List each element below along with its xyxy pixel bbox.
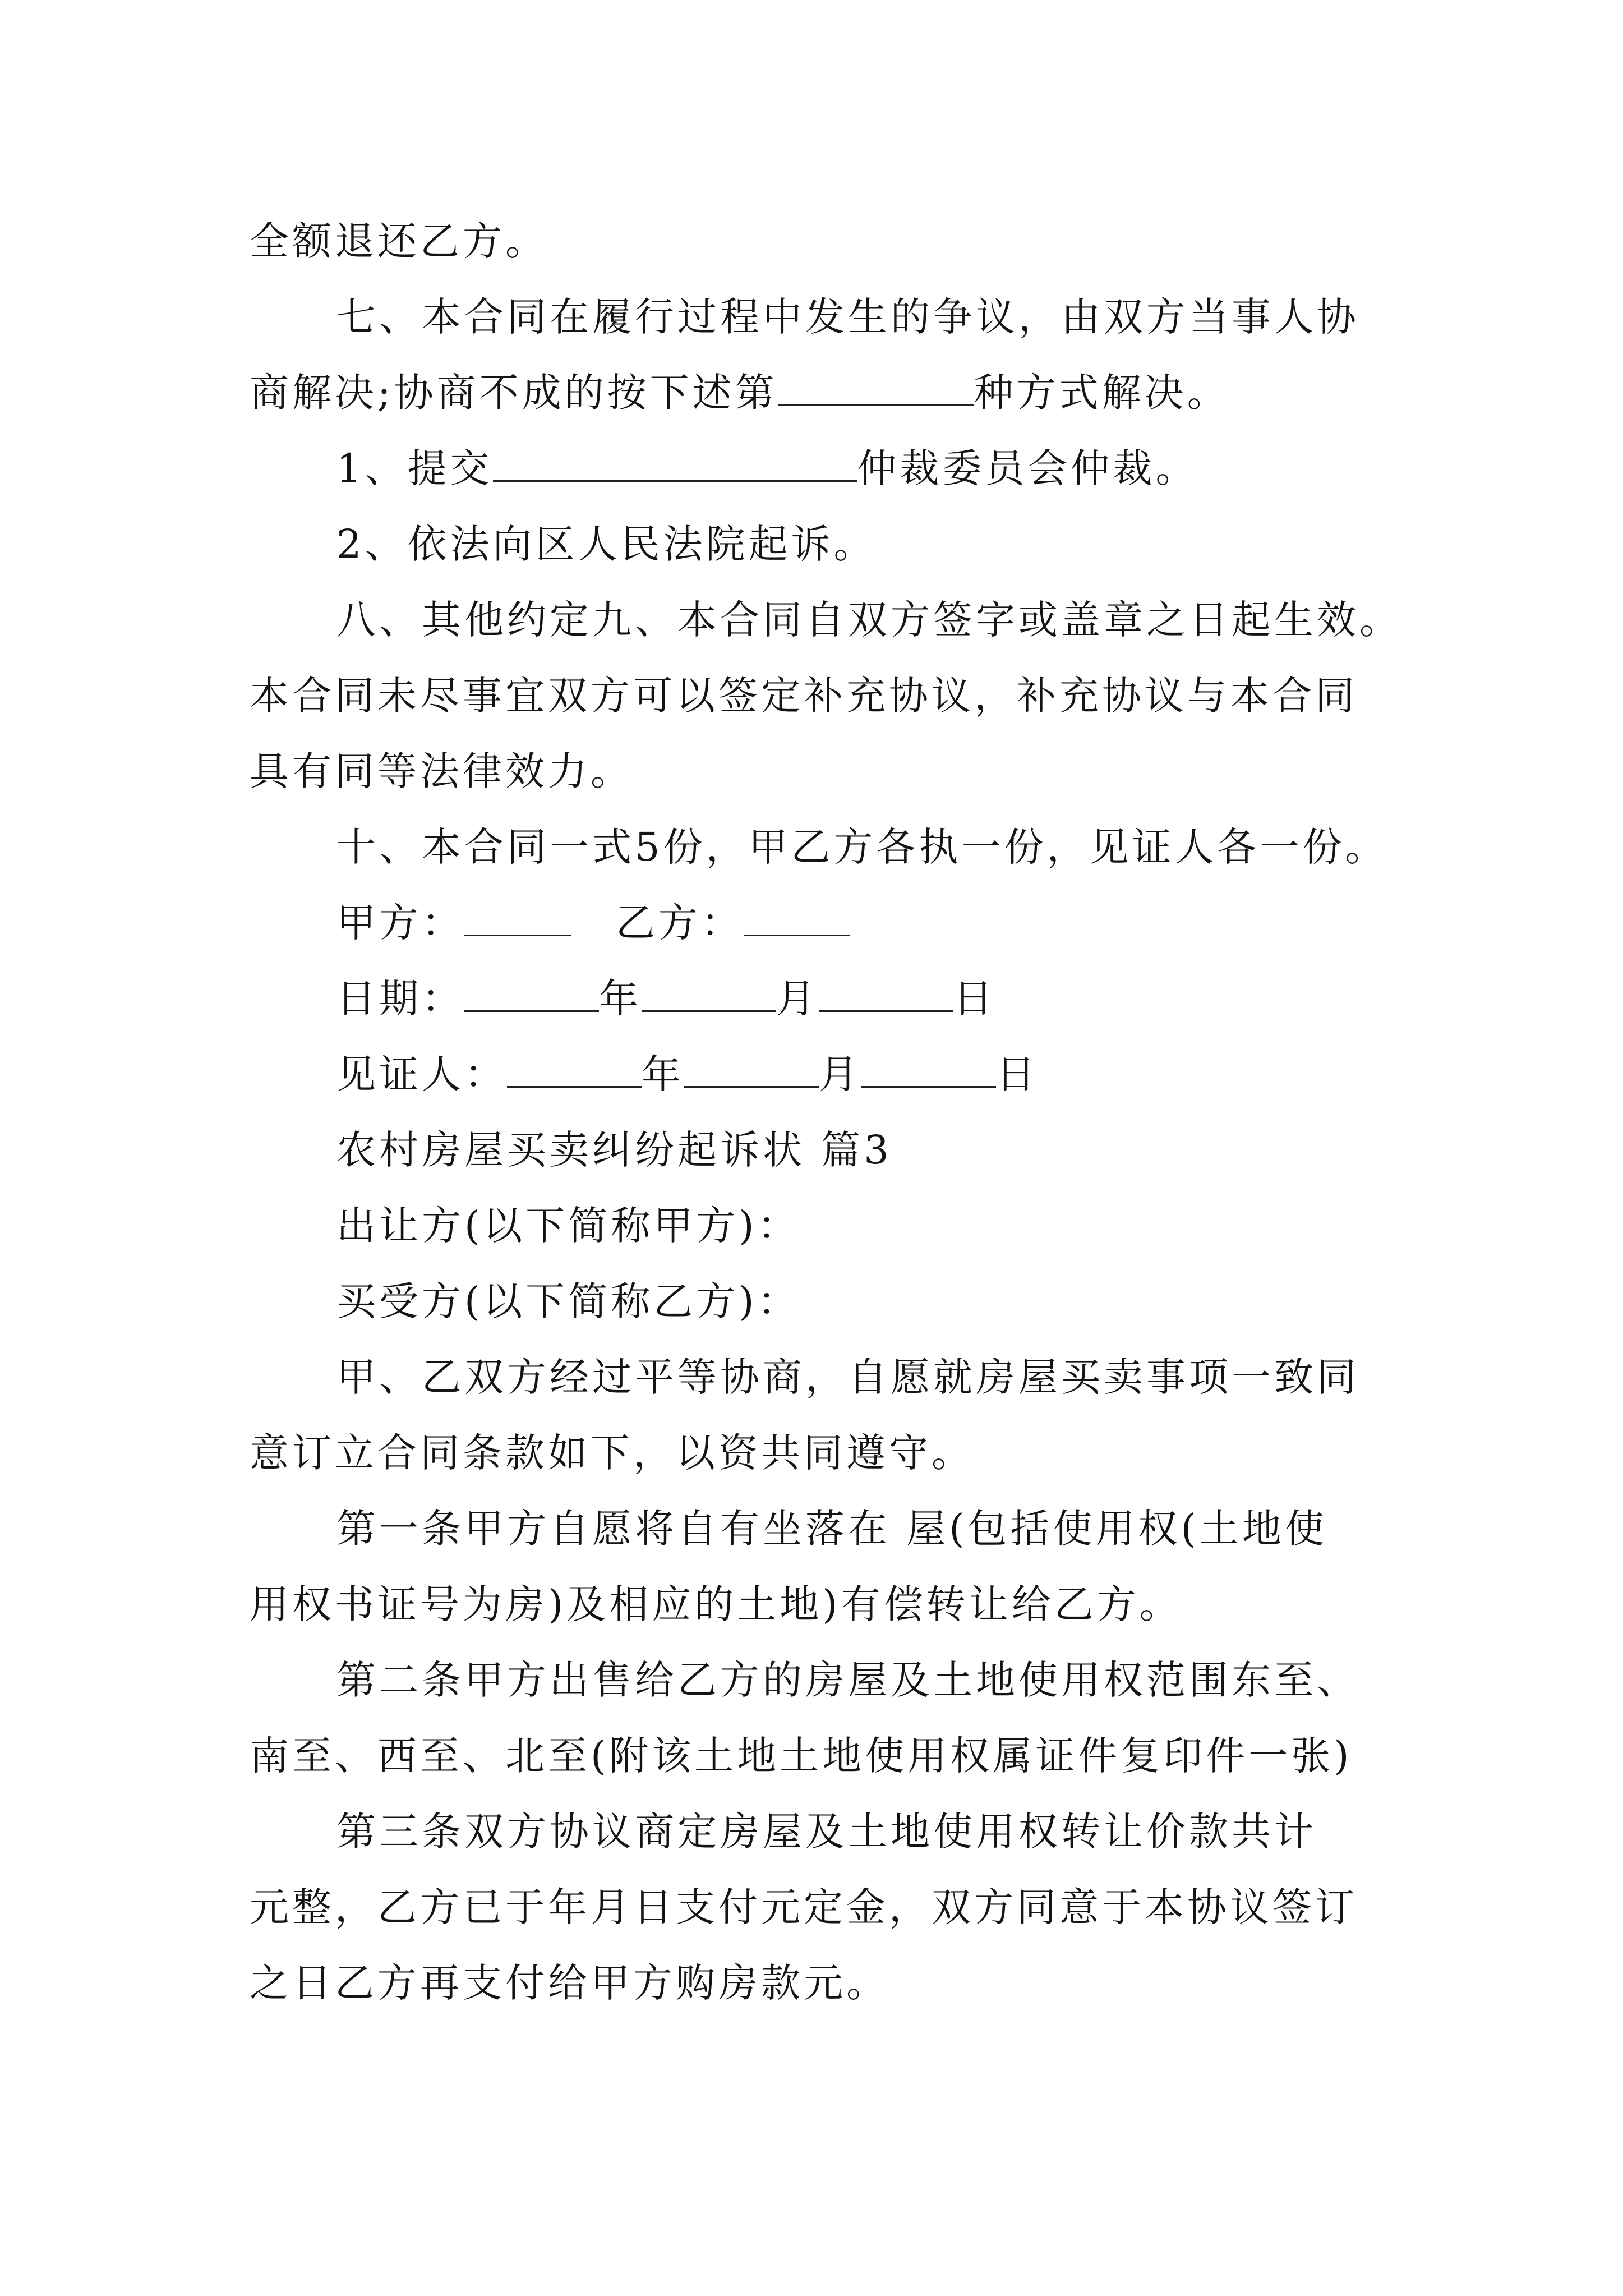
fill-in-blank — [778, 372, 974, 406]
text-line — [336, 1658, 1481, 1703]
text: 甲、乙双方经过平等协商，自愿就房屋买卖事项一致同 — [336, 1354, 1359, 1400]
text-line — [336, 825, 1481, 869]
text-line — [336, 295, 1481, 339]
text-line — [336, 446, 1481, 491]
text-line — [336, 1355, 1481, 1400]
fill-in-blank — [464, 902, 571, 936]
text: 商解决;协商不成的按下述第 — [250, 370, 778, 416]
text-line — [250, 1885, 1394, 1930]
fill-in-blank — [861, 1053, 996, 1088]
signature-line-parties — [336, 900, 1481, 945]
text: 本合同未尽事宜双方可以签定补充协议，补充协议与本合同 — [250, 673, 1358, 719]
text: 第二条甲方出售给乙方的房屋及土地使用权范围东至、 — [336, 1657, 1359, 1703]
fill-in-blank — [684, 1053, 819, 1088]
fill-in-blank — [464, 978, 599, 1012]
day-label: 日 — [996, 1051, 1039, 1097]
text: 第一条甲方自愿将自有坐落在 屋(包括使用权(土地使 — [336, 1506, 1327, 1552]
text: 南至、西至、北至(附该土地土地使用权属证件复印件一张) — [250, 1733, 1353, 1779]
fill-in-blank — [819, 978, 953, 1012]
text-line — [250, 1582, 1394, 1627]
text: 元整，乙方已于年月日支付元定金，双方同意于本协议签订 — [250, 1884, 1358, 1930]
text: 买受方(以下简称乙方)： — [336, 1278, 800, 1324]
text: 七、本合同在履行过程中发生的争议，由双方当事人协 — [336, 294, 1359, 340]
text: 1、提交 — [336, 445, 493, 491]
text-line — [336, 1279, 1481, 1324]
month-label: 月 — [776, 976, 819, 1022]
fill-in-blank — [507, 1053, 642, 1088]
fill-in-blank — [493, 448, 857, 482]
text-line — [250, 1733, 1394, 1778]
fill-in-blank — [744, 902, 850, 936]
heading-text: 农村房屋买卖纠纷起诉状 篇3 — [336, 1127, 892, 1173]
text-line — [336, 597, 1481, 642]
text: 具有同等法律效力。 — [250, 748, 633, 794]
text: 十、本合同一式5份，甲乙方各执一份，见证人各一份。 — [336, 824, 1388, 870]
witness-label: 见证人： — [336, 1051, 507, 1097]
text-line — [250, 673, 1394, 718]
text-line — [336, 1203, 1481, 1248]
text: 意订立合同条款如下，以资共同遵守。 — [250, 1430, 974, 1476]
year-label: 年 — [599, 976, 642, 1022]
year-label: 年 — [642, 1051, 684, 1097]
text-line — [250, 219, 1394, 264]
text-line — [250, 1961, 1394, 2005]
text-line — [250, 370, 1394, 415]
party-a-label: 甲方： — [336, 900, 464, 946]
fill-in-blank — [642, 978, 776, 1012]
text: 2、依法向区人民法院起诉。 — [336, 521, 877, 567]
party-b-label: 乙方： — [616, 900, 744, 946]
date-line — [336, 976, 1481, 1021]
text-line — [250, 1430, 1394, 1475]
section-heading — [336, 1128, 1481, 1172]
text: 八、其他约定九、本合同自双方签字或盖章之日起生效。 — [336, 597, 1402, 643]
text-line — [336, 1506, 1481, 1551]
text: 第三条双方协议商定房屋及土地使用权转让价款共计 — [336, 1809, 1317, 1855]
witness-date-line — [336, 1052, 1481, 1097]
text: 之日乙方再支付给甲方购房款元。 — [250, 1960, 889, 2006]
day-label: 日 — [953, 976, 996, 1022]
text-line — [336, 1809, 1481, 1854]
text-line — [336, 522, 1481, 567]
month-label: 月 — [819, 1051, 861, 1097]
date-label: 日期： — [336, 976, 464, 1022]
text: 仲裁委员会仲裁。 — [857, 445, 1198, 491]
text-line — [250, 749, 1394, 794]
text: 出让方(以下简称甲方)： — [336, 1203, 800, 1249]
text: 用权书证号为房)及相应的土地)有偿转让给乙方。 — [250, 1581, 1182, 1627]
text: 全额退还乙方。 — [250, 218, 548, 264]
text: 种方式解决。 — [974, 370, 1230, 416]
